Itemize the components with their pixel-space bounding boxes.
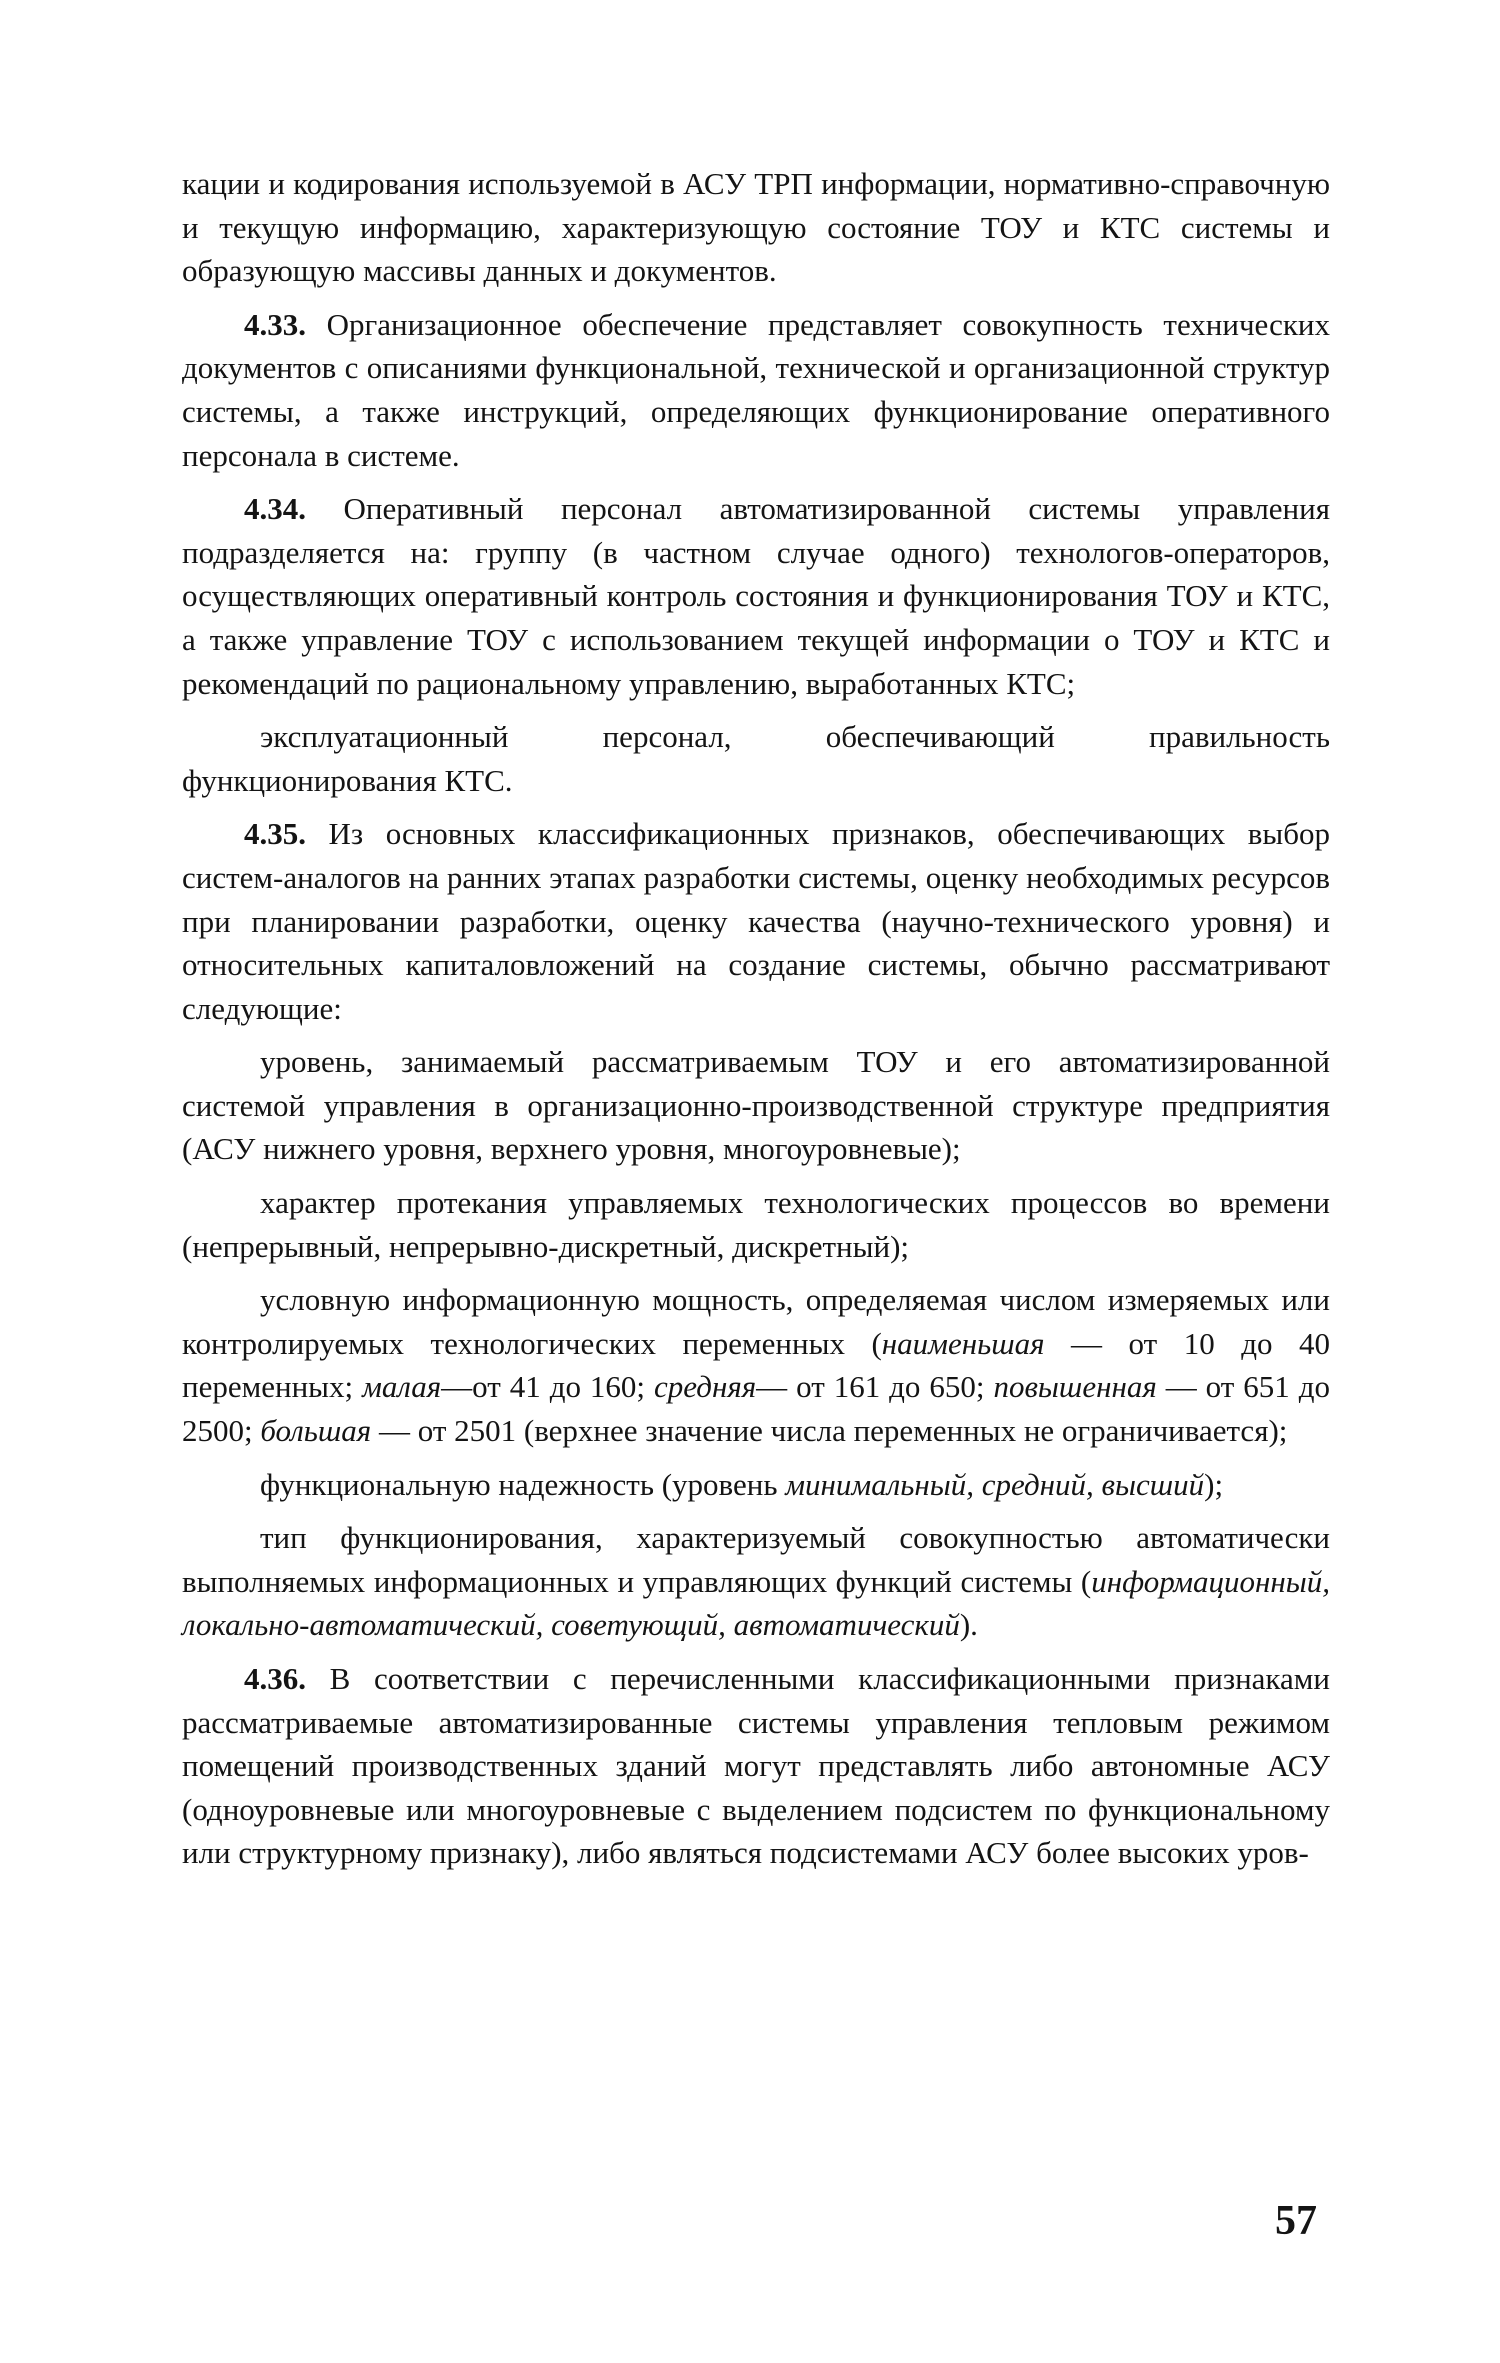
- text-run: условную информационную мощность, определяемая числом измеряемых или контролируемых технологических переменных (: [182, 1282, 1330, 1361]
- section-text: Из основных классификационных признаков, обеспечивающих выбор систем-аналогов на ранних этапах разработки системы, оценку необходимых ресурсов при планировании разработки, оценку качества (научно-технического уровня) и относительных капиталовложений на создание системы, обычно рассматривают следующие:: [182, 816, 1330, 1026]
- italic-term: повышенная: [993, 1369, 1157, 1405]
- italic-term: малая: [362, 1369, 442, 1405]
- text-run: );: [1204, 1466, 1224, 1502]
- italic-term: наименьшая: [881, 1325, 1045, 1361]
- list-item-staff: эксплуатационный персонал, обеспечивающий правильность функционирования КТС.: [182, 719, 1330, 798]
- section-4-35: [182, 812, 1330, 1030]
- text-run: — от 2501 (верхнее значение числа переменных не ограничивается);: [371, 1413, 1288, 1449]
- text-run: ).: [959, 1607, 978, 1643]
- list-item-character: характер протекания управляемых технологических процессов во времени (непрерывный, непрерывно-дискретный, дискретный);: [182, 1185, 1330, 1264]
- italic-term: минимальный, средний, высший: [785, 1466, 1205, 1502]
- italic-term: информационный, локально-автоматический, советующий, автоматический: [182, 1563, 1330, 1643]
- text-run: — от 651 до 2500;: [182, 1369, 1330, 1449]
- text-run: — от 10 до 40 переменных;: [182, 1325, 1330, 1405]
- section-4-36: [182, 1657, 1330, 1875]
- section-number: 4.34.: [244, 491, 306, 527]
- section-4-34: [182, 487, 1330, 705]
- section-text: В соответствии с перечисленными классификационными признаками рассматриваемые автоматизированные системы управления тепловым режимом помещений производственных зданий могут представлять либо автономные АСУ (одноуровневые или многоуровневые с выделением подсистем по функциональному или структурному признаку), либо являться подсистемами АСУ более высоких уров-: [182, 1661, 1330, 1871]
- section-text: Организационное обеспечение представляет совокупность технических документов с описаниями функциональной, технической и организационной структур системы, а также инструкций, определяющих функционирование оперативного персонала в системе.: [182, 306, 1330, 473]
- text-run: тип функционирования, характеризуемый совокупностью автоматически выполняемых информационных и управляющих функций системы (: [182, 1520, 1330, 1599]
- list-item-capacity: [182, 1278, 1330, 1452]
- list-item-level: уровень, занимаемый рассматриваемым ТОУ и его автоматизированной системой управления в организационно-производственной структуре предприятия (АСУ нижнего уровня, верхнего уровня, многоуровневые);: [182, 1044, 1330, 1167]
- list-item-type: [182, 1516, 1330, 1647]
- text-run: —от 41 до 160;: [441, 1369, 655, 1405]
- section-number: 4.36.: [244, 1661, 306, 1696]
- section-number: 4.35.: [244, 816, 306, 852]
- page-number: 57: [1275, 2198, 1317, 2244]
- italic-term: средняя: [654, 1369, 757, 1405]
- section-number: 4.33.: [244, 306, 306, 342]
- section-4-33: [182, 303, 1330, 477]
- paragraph-continuation: кации и кодирования используемой в АСУ ТРП информации, нормативно-справочную и текущую информацию, характеризующую состояние ТОУ и КТС системы и образующую массивы данных и документов.: [182, 166, 1330, 289]
- text-run: — от 161 до 650;: [756, 1369, 994, 1405]
- italic-term: большая: [260, 1413, 372, 1449]
- text-run: функциональную надежность (уровень: [260, 1466, 786, 1502]
- section-text: Оперативный персонал автоматизированной системы управления подразделяется на: группу (в частном случае одного) технологов-операторов, осуществляющих оперативный контроль состояния и функционирования ТОУ и КТС, а также управление ТОУ с использованием текущей информации о ТОУ и КТС и рекомендаций по рациональному управлению, выработанных КТС;: [182, 491, 1330, 701]
- list-item-reliability: [182, 1463, 1330, 1507]
